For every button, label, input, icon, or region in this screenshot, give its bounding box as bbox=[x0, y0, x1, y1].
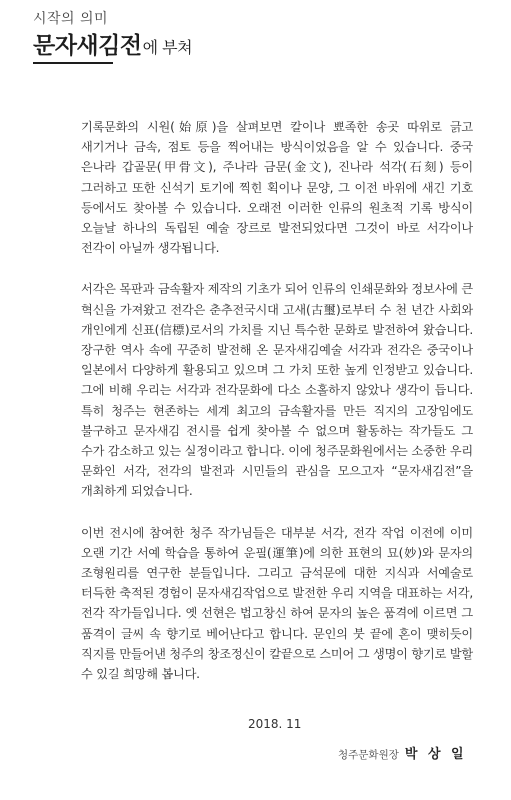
document-date: 2018. 11 bbox=[248, 717, 302, 731]
page-title bbox=[33, 32, 192, 62]
paragraph-3: 이번 전시에 참여한 청주 작가님들은 대부분 서각, 전각 작업 이전에 이미 오랜 기간 서예 학습을 통하여 운필(運筆)에 의한 표현의 묘(妙)와 문자의 조형원리를 연구한 분들입니다. 그리고 금석문에 대한 지식과 서예술로 터득한 축적된 경험이 문자새김작업으로 발전한 우리 지역을 대표하는 서각, 전각 작가들입니다. 옛 선현은 법고창신 하여 문자의 높은 품격에 이르면 그 품격이 글씨 속 향기로 베어난다고 합니다. 문인의 붓 끝에 혼이 맺히듯이 직지를 만들어낸 청주의 창조정신이 칼끝으로 스미어 그 생명이 향기로 발할 수 있길 희망해 봅니다. bbox=[81, 525, 473, 682]
title-underline bbox=[33, 62, 113, 64]
signature-block bbox=[338, 743, 467, 762]
document-body bbox=[81, 117, 473, 684]
paragraph-1: 기록문화의 시원(始原)을 살펴보면 칼이나 뾰족한 송곳 따위로 긁고 새기거나 금속, 점토 등을 찍어내는 방식이었음을 알 수 있습니다. 중국 은나라 갑골문(甲骨文), 주나라 금문(金文), 진나라 석각(石刻) 등이 그러하고 또한 신석기 토기에 찍힌 획이나 문양, 그 이전 바위에 새긴 기호 등에서도 찾아볼 수 있습니다. 오래전 이러한 인류의 원초적 기록 방식이 오늘날 하나의 독립된 예술 장르로 발전되었다면 그것이 바로 서각이나 전각이 아닐까 생각됩니다. bbox=[81, 120, 473, 256]
signer-title: 청주문화원장 bbox=[338, 749, 399, 761]
paragraph-2: 서각은 목판과 금속활자 제작의 기초가 되어 인류의 인쇄문화와 정보사에 큰 혁신을 가져왔고 전각은 춘추전국시대 고새(古璽)로부터 수 천 년간 사회와 개인에게 신표(信標)로서의 가치를 지닌 특수한 문화로 발전하여 왔습니다. 장구한 역사 속에 꾸준히 발전해 온 문자새김예술 서각과 전각은 중국이나 일본에서 다양하게 활용되고 있으며 그 가치 또한 높게 인정받고 있습니다. 그에 비해 우리는 서각과 전각문화에 다소 소홀하지 않았나 생각이 듭니다. 특히 청주는 현존하는 세계 최고의 금속활자를 만든 직지의 고장임에도 불구하고 문자새김 전시를 쉽게 찾아볼 수 없으며 활동하는 작가들도 그 수가 감소하고 있는 실정이라고 합니다. 이에 청주문화원에서는 소중한 우리 문화인 서각, 전각의 발전과 시민들의 관심을 모으고자 “문자새김전”을 개최하게 되었습니다. bbox=[81, 282, 473, 499]
title-main: 문자새김전 bbox=[33, 33, 142, 59]
page-header bbox=[33, 10, 192, 62]
title-suffix: 에 부쳐 bbox=[142, 38, 193, 57]
signer-name: 박 상 일 bbox=[404, 747, 467, 762]
page-subtitle: 시작의 의미 bbox=[33, 11, 109, 27]
